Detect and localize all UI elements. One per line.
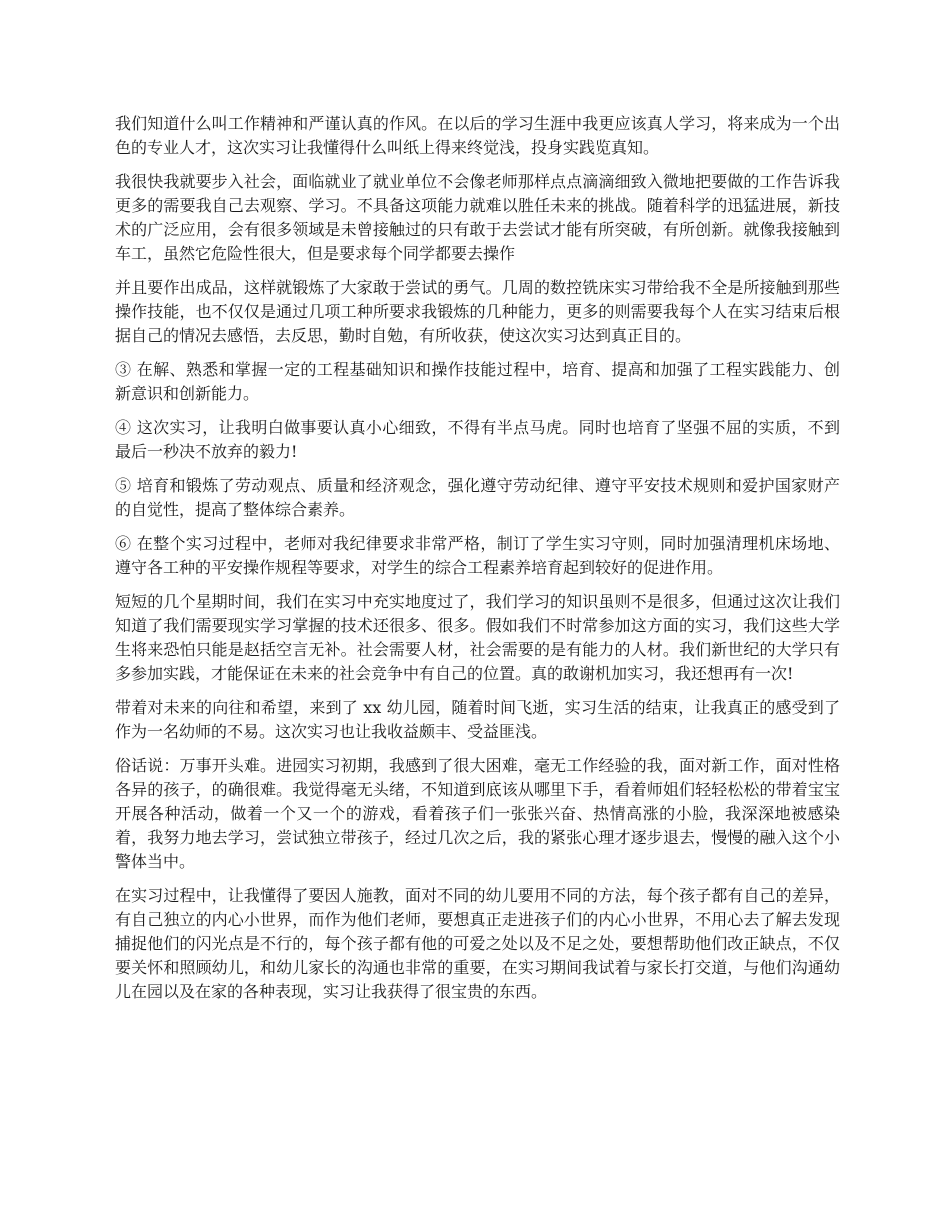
paragraph-9: 带着对未来的向往和希望，来到了 xx 幼儿园，随着时间飞逝，实习生活的结束，让我真正的感受到了作为一名幼师的不易。这次实习也让我收益颇丰、受益匪浅。	[115, 698, 840, 741]
paragraph-6: ⑤ 培育和锻炼了劳动观点、质量和经济观念，强化遵守劳动纪律、遵守平安技术规则和爱护国家财产的自觉性，提高了整体综合素养。	[115, 476, 840, 519]
paragraph-2: 我很快我就要步入社会，面临就业了就业单位不会像老师那样点点滴滴细致入微地把要做的工作告诉我更多的需要我自己去观察、学习。不具备这项能力就难以胜任未来的挑战。随着科学的迅猛进展，新技术的广泛应用，会有很多领域是未曾接触过的只有敢于去尝试才能有所突破，有所创新。就像我接触到车工，虽然它危险性很大，但是要求每个同学都要去操作	[115, 172, 840, 263]
paragraph-4: ③ 在解、熟悉和掌握一定的工程基础知识和操作技能过程中，培育、提高和加强了工程实践能力、创新意识和创新能力。	[115, 360, 840, 403]
paragraph-11: 在实习过程中，让我懂得了要因人施教，面对不同的幼儿要用不同的方法，每个孩子都有自己的差异，有自己独立的内心小世界，而作为他们老师，要想真正走进孩子们的内心小世界，不用心去了解去发现捕捉他们的闪光点是不行的，每个孩子都有他的可爱之处以及不足之处，要想帮助他们改正缺点，不仅要关怀和照顾幼儿，和幼儿家长的沟通也非常的重要，在实习期间我试着与家长打交道，与他们沟通幼儿在园以及在家的各种表现，实习让我获得了很宝贵的东西。	[115, 886, 840, 1001]
paragraph-7: ⑥ 在整个实习过程中，老师对我纪律要求非常严格，制订了学生实习守则，同时加强清理机床场地、遵守各工种的平安操作规程等要求，对学生的综合工程素养培育起到较好的促进作用。	[115, 534, 840, 577]
paragraph-5: ④ 这次实习，让我明白做事要认真小心细致，不得有半点马虎。同时也培育了坚强不屈的实质，不到最后一秒决不放弃的毅力!	[115, 418, 840, 461]
paragraph-10: 俗话说：万事开头难。进园实习初期，我感到了很大困难，毫无工作经验的我，面对新工作，面对性格各异的孩子，的确很难。我觉得毫无头绪，不知道到底该从哪里下手，看着师姐们轻轻松松的带着宝宝开展各种活动，做着一个又一个的游戏，看着孩子们一张张兴奋、热情高涨的小脸，我深深地被感染着，我努力地去学习，尝试独立带孩子，经过几次之后，我的紧张心理才逐步退去，慢慢的融入这个小警体当中。	[115, 756, 840, 871]
paragraph-8: 短短的几个星期时间，我们在实习中充实地度过了，我们学习的知识虽则不是很多，但通过这次让我们知道了我们需要现实学习掌握的技术还很多、很多。假如我们不时常参加这方面的实习，我们这些大学生将来恐怕只能是赵括空言无补。社会需要人材，社会需要的是有能力的人材。我们新世纪的大学只有多参加实践，才能保证在未来的社会竞争中有自己的位置。真的敢谢机加实习，我还想再有一次!	[115, 592, 840, 683]
document-body	[115, 112, 840, 1014]
paragraph-1: 我们知道什么叫工作精神和严谨认真的作风。在以后的学习生涯中我更应该真人学习，将来成为一个出色的专业人才，这次实习让我懂得什么叫纸上得来终觉浅，投身实践览真知。	[115, 114, 840, 157]
paragraph-3: 并且要作出成品，这样就锻炼了大家敢于尝试的勇气。几周的数控铣床实习带给我不全是所接触到那些操作技能，也不仅仅是通过几项工种所要求我锻炼的几种能力，更多的则需要我每个人在实习结束后根据自己的情况去感悟，去反思，勤时自勉，有所收获，使这次实习达到真正目的。	[115, 278, 840, 345]
